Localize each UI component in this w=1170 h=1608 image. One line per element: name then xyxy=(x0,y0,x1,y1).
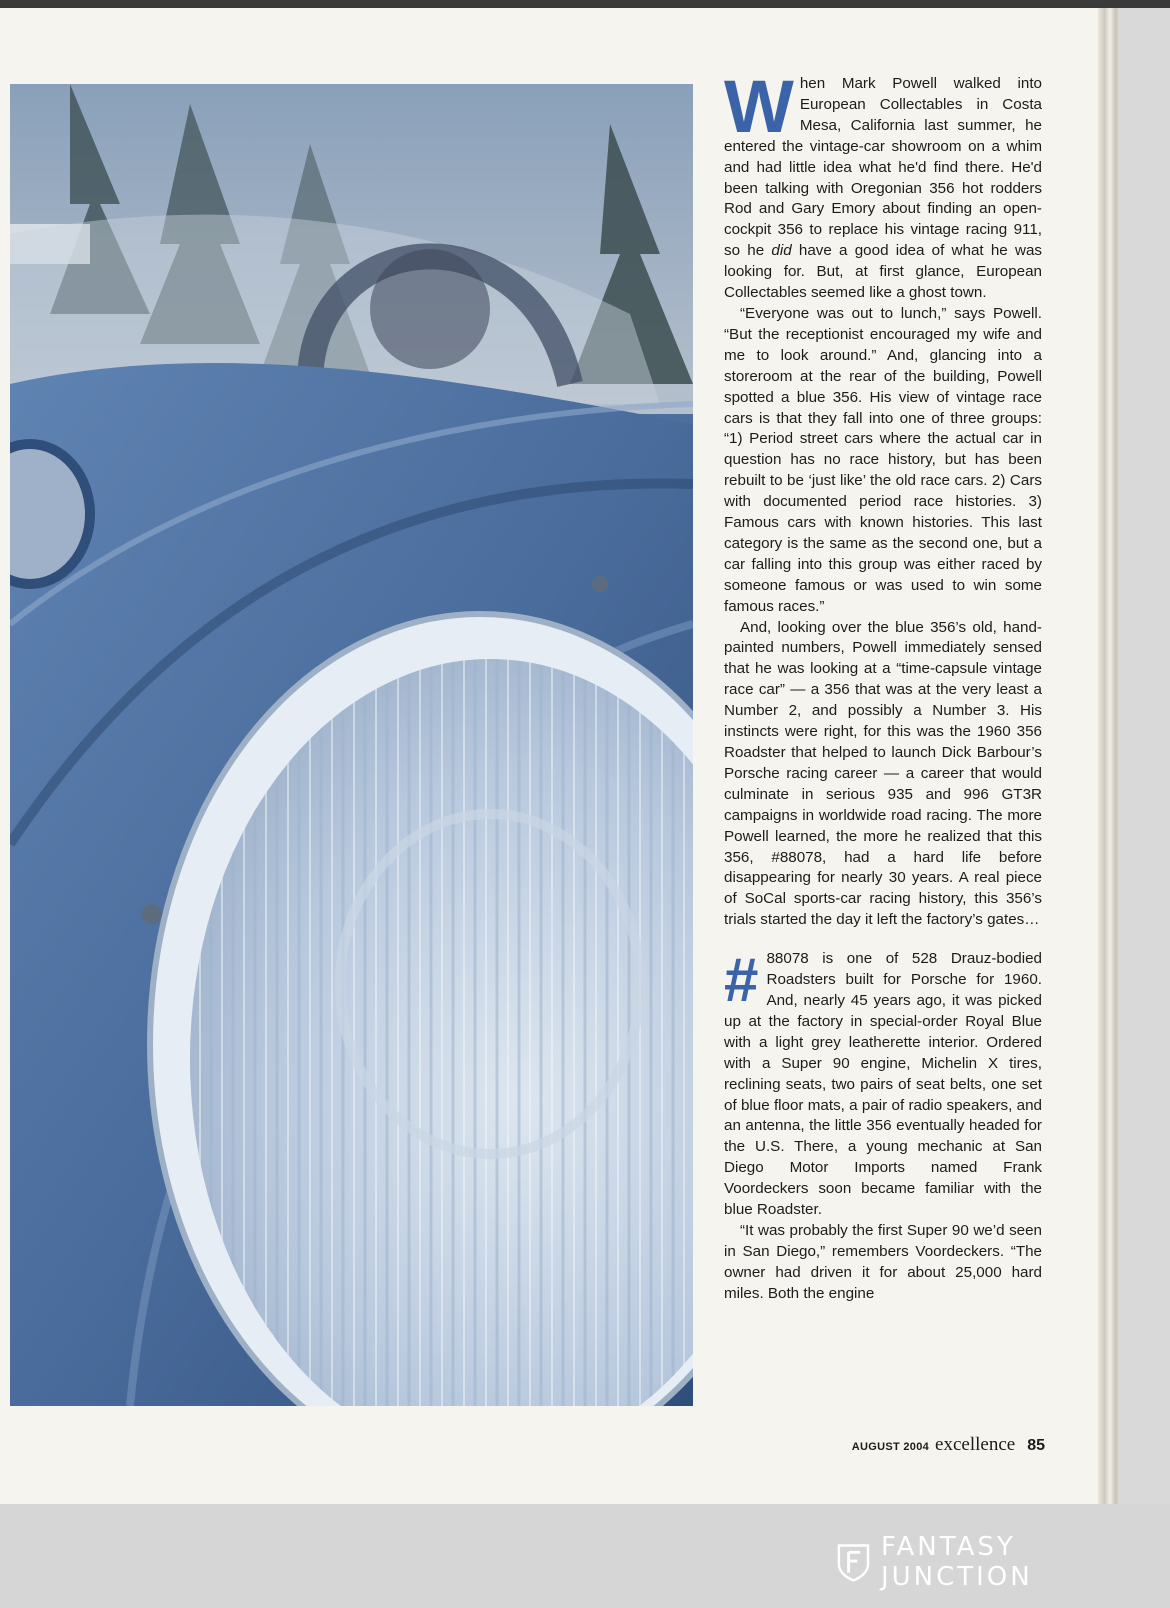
scan-top-border xyxy=(0,0,1170,8)
paragraph-voordeckers: “It was probably the first Super 90 we’d seen in San Diego,” remembers Voordeckers. “The owner had driven it for about 25,000 hard miles. Both the engine xyxy=(724,1221,1042,1302)
article-body xyxy=(724,65,1042,1305)
dropcap-w: W xyxy=(724,65,794,148)
paragraph-88078 xyxy=(724,946,1042,1221)
dropcap-hash: # xyxy=(724,946,759,1016)
paragraph-intro xyxy=(724,65,1042,304)
paragraph-instincts: And, looking over the blue 356’s old, hand-painted numbers, Powell immediately sensed that he was looking at a “time-capsule vintage race car” — a 356 that was at the very least a Number 2, and possibly a Number 3. His instincts were right, for this was the 1960 356 Roadster that helped to launch Dick Barbour’s Porsche racing career — a career that would culminate in serious 935 and 996 GT3R campaigns in worldwide road racing. The more Powell learned, the more he realized that this 356, #88078, had a hard life before disappearing for nearly 30 years. A real piece of SoCal sports-car racing history, this 356’s trials started the day it left the factory’s gates… xyxy=(724,618,1042,929)
page-number: 85 xyxy=(1027,1437,1045,1454)
emphasis-did: did xyxy=(771,242,792,260)
roadster-headlight-photo xyxy=(10,84,693,1406)
watermark-text: FANTASY JUNCTION xyxy=(880,1532,1033,1592)
paragraph-lunch: “Everyone was out to lunch,” says Powell. “But the receptionist encouraged my wife and me to look around.” And, glancing into a storeroom at the rear of the building, Powell spotted a blue 356. His view of vintage race cars is that they fall into one of three groups: “1) Period street cars where the actual car in question has no race history, but has been rebuilt to be ‘just like’ the old race cars. 2) Cars with documented period race histories. 3) Famous cars with known histories. This last category is the same as the second one, but a car falling into this group was either raced by someone famous or was used to win some famous races.” xyxy=(724,304,1042,615)
magazine-name: excellence xyxy=(935,1434,1016,1455)
page-folio xyxy=(845,1434,1045,1460)
issue-date: AUGUST 2004 xyxy=(851,1441,930,1453)
watermark xyxy=(836,1532,1170,1592)
intro-text: hen Mark Powell walked into European Collectables in Costa Mesa, California last summer, he entered the vintage-car showroom on a whim and had little idea what he'd find there. He'd been talking with Oregonian 356 hot rodders Rod and Gary Emory about finding an open-cockpit 356 to replace his vintage racing 911, so he xyxy=(724,75,1042,260)
intro-text-end: have a good idea of what he was looking for. But, at first glance, European Collectables seemed like a ghost town. xyxy=(724,242,1042,302)
paragraph-88078-text: 88078 is one of 528 Drauz-bodied Roadsters built for Porsche for 1960. And, nearly 45 years ago, it was picked up at the factory in special-order Royal Blue with a light grey leatherette interior. Ordered with a Super 90 engine, Michelin X tires, reclining seats, two pairs of seat belts, one set of blue floor mats, a pair of radio speakers, and an antenna, the little 356 eventually headed for the U.S. There, a young mechanic at San Diego Motor Imports named Frank Voordeckers soon became familiar with the blue Roadster. xyxy=(724,950,1042,1219)
page-stack-edge xyxy=(1098,8,1120,1504)
photo-illustration xyxy=(10,84,693,1406)
shield-f-logo-icon xyxy=(836,1542,871,1582)
